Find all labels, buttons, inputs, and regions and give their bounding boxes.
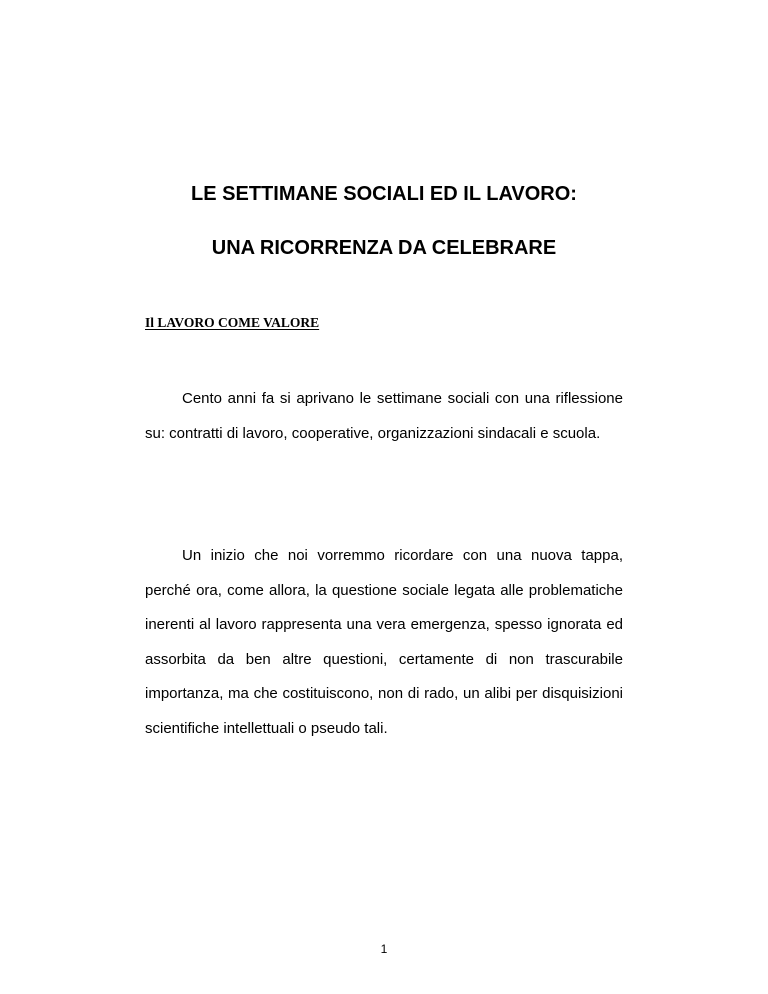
title-line-1: LE SETTIMANE SOCIALI ED IL LAVORO: (191, 183, 577, 205)
title-line-2: UNA RICORRENZA DA CELEBRARE (211, 237, 557, 259)
page-number: 1 (380, 942, 388, 956)
section-heading: Il LAVORO COME VALORE (145, 315, 320, 330)
paragraph-1: Cento anni fa si aprivano le settimane sociali con una riflessione su: contratti di lavoro, cooperative, organizzazioni sindacali e scuola. (145, 390, 623, 442)
paragraph-2: Un inizio che noi vorremmo ricordare con una nuova tappa, perché ora, come allora, la questione sociale legata alle problematiche inerenti al lavoro rappresenta una vera emergenza, spesso ignorata ed assorbita da ben altre questioni, certamente di non trascurabile importanza, ma che costituiscono, non di rado, un alibi per disquisizioni scientifiche intellettuali o pseudo tali. (145, 547, 623, 737)
